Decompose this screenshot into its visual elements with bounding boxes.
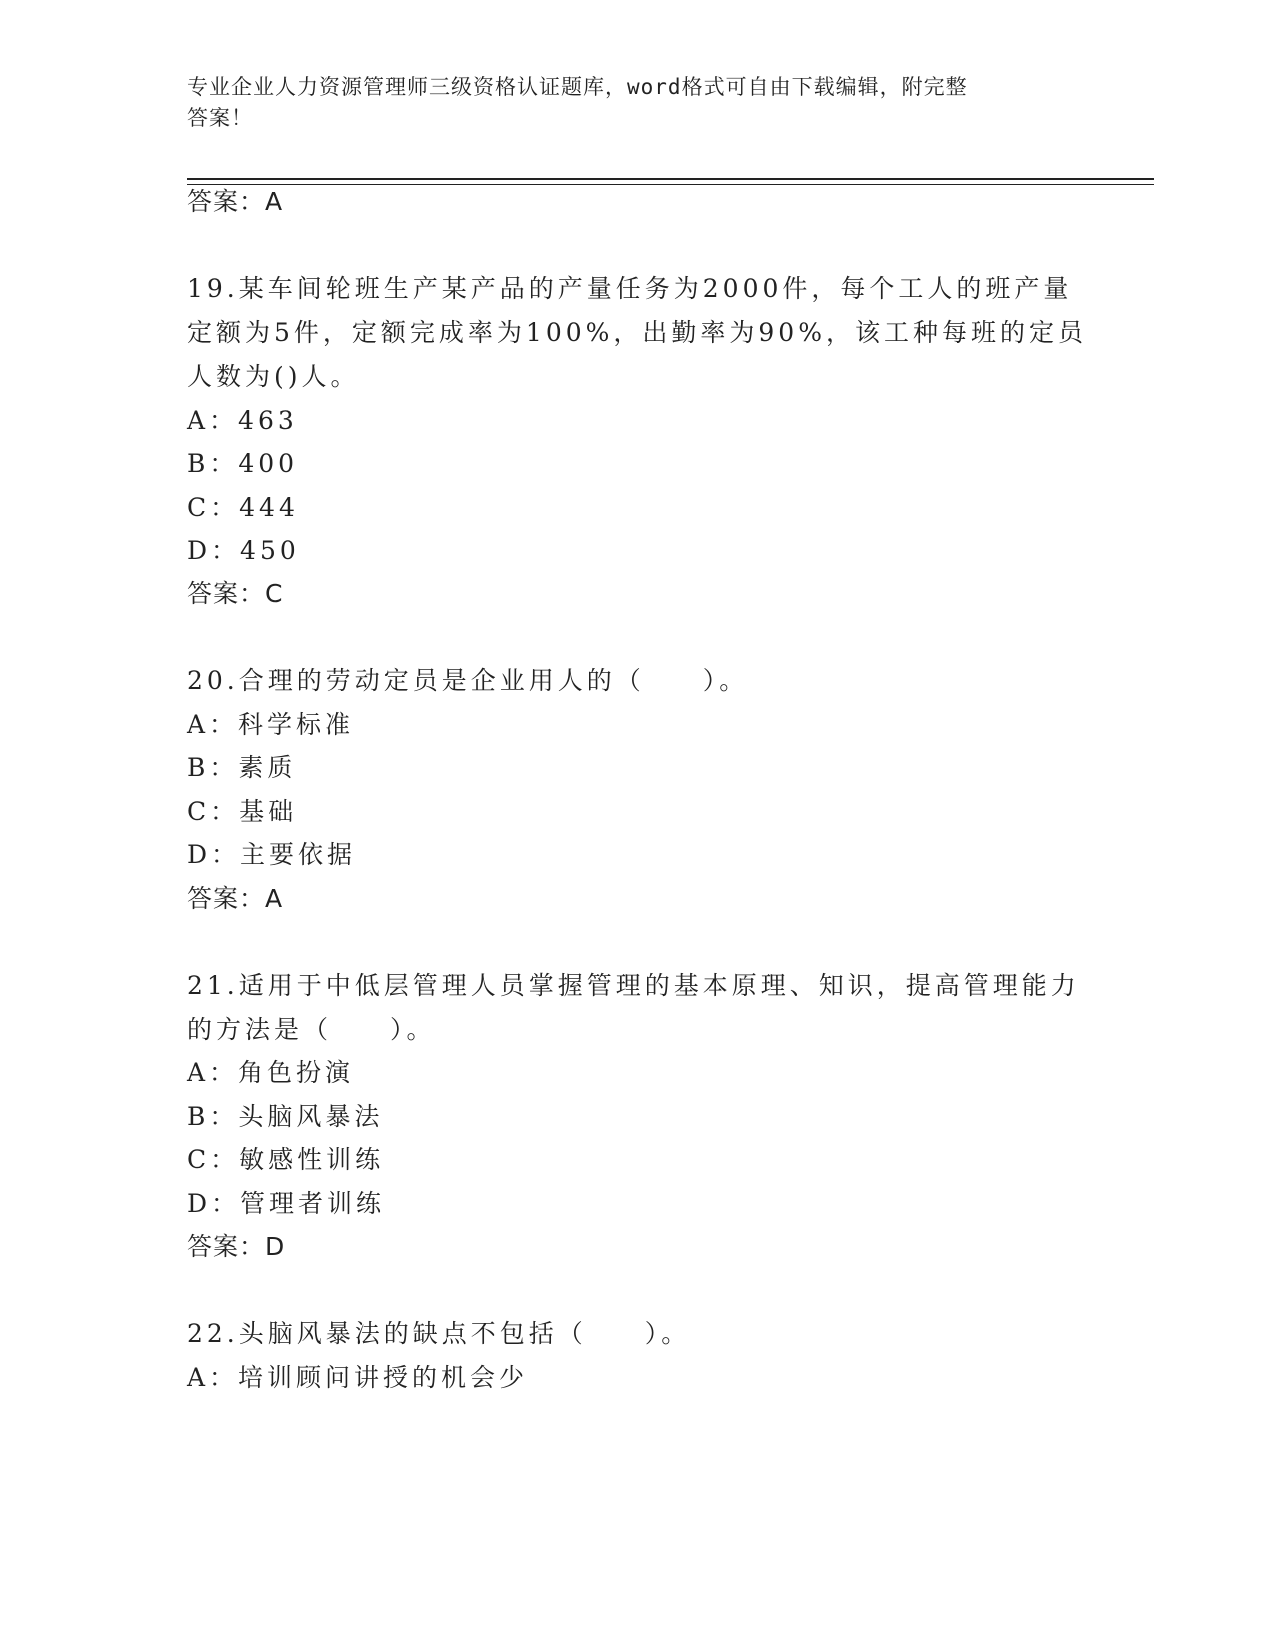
option-b: B：400: [187, 449, 299, 478]
question-stem: 人数为()人。: [187, 362, 360, 391]
option-a: A：463: [187, 406, 298, 435]
question-stem: 21.适用于中低层管理人员掌握管理的基本原理、知识，提高管理能力: [187, 971, 1080, 1000]
option-c: C：敏感性训练: [187, 1145, 385, 1174]
header-line: 专业企业人力资源管理师三级资格认证题库，word格式可自由下载编辑，附完整: [187, 75, 968, 99]
option-a: A：角色扮演: [187, 1058, 355, 1087]
document-header: [187, 72, 1067, 134]
question-stem: 22.头脑风暴法的缺点不包括（ ）。: [187, 1319, 691, 1348]
option-d: D：主要依据: [187, 840, 357, 869]
option-a: A：科学标准: [187, 710, 355, 739]
option-d: D：450: [187, 536, 300, 565]
option-b: B：素质: [187, 753, 297, 782]
answer-line: 答案：D: [187, 1232, 286, 1261]
header-line: 答案！: [187, 106, 253, 130]
header-divider-thin: [187, 184, 1154, 185]
option-b: B：头脑风暴法: [187, 1102, 384, 1131]
answer-line: 答案：C: [187, 579, 284, 608]
question-stem: 定额为5件，定额完成率为100%，出勤率为90%，该工种每班的定员: [187, 318, 1087, 347]
answer-line: 答案：A: [187, 187, 284, 216]
option-a: A：培训顾问讲授的机会少: [187, 1363, 529, 1392]
header-divider-thick: [187, 178, 1154, 180]
option-c: C：444: [187, 493, 299, 522]
question-stem: 20.合理的劳动定员是企业用人的（ ）。: [187, 666, 749, 695]
question-stem: 的方法是（ ）。: [187, 1015, 436, 1044]
question-stem: 19.某车间轮班生产某产品的产量任务为2000件，每个工人的班产量: [187, 274, 1073, 303]
option-d: D：管理者训练: [187, 1189, 386, 1218]
option-c: C：基础: [187, 797, 298, 826]
answer-line: 答案：A: [187, 884, 284, 913]
